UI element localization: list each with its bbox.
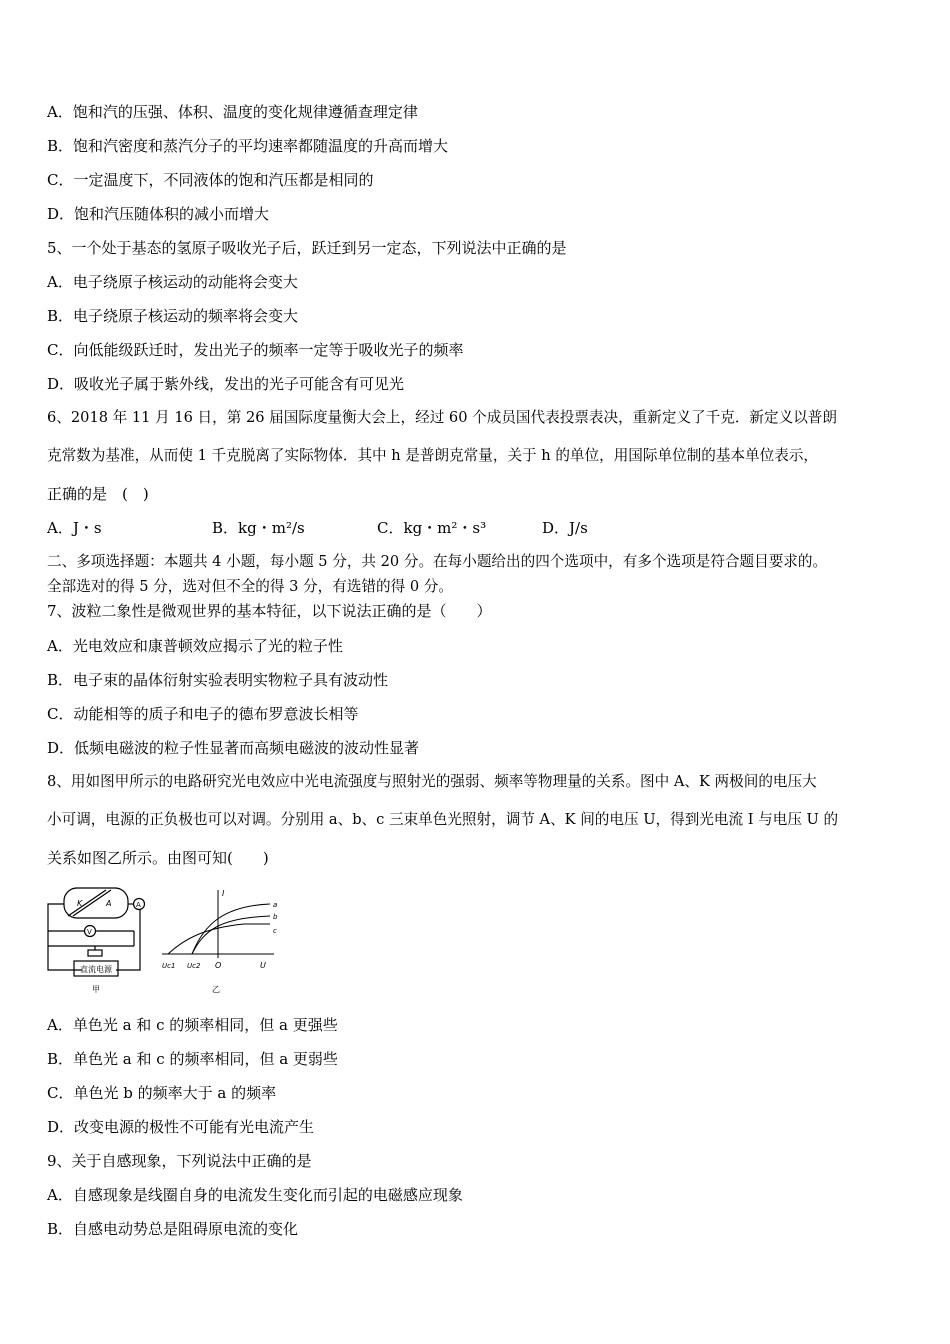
- voltmeter-label: V: [87, 928, 92, 936]
- q8-option-d: D．改变电源的极性不可能有光电流产生: [47, 1118, 315, 1136]
- q8-option-b: B．单色光 a 和 c 的频率相同，但 a 更弱些: [47, 1050, 338, 1068]
- curve-b: [192, 916, 270, 954]
- q6-stem-line3: 正确的是 ( ): [47, 485, 149, 503]
- iu-graph: [162, 890, 274, 958]
- caption-left: 甲: [92, 985, 100, 994]
- q9-option-a: A．自感现象是线圈自身的电流发生变化而引起的电磁感应现象: [47, 1186, 463, 1204]
- curve-c-label: c: [273, 927, 277, 935]
- phototube: [64, 888, 128, 918]
- q5-option-c: C．向低能级跃迁时，发出光子的频率一定等于吸收光子的频率: [47, 341, 464, 359]
- label-anode: A: [106, 899, 112, 908]
- wire-right: [116, 910, 140, 970]
- q5-option-b: B．电子绕原子核运动的频率将会变大: [47, 307, 299, 325]
- power-supply-label: 直流电源: [80, 965, 112, 974]
- q6-stem-line2: 克常数为基准，从而使 1 千克脱离了实际物体．其中 h 是普朗克常量，关于 h 的单位，用国际单位制的基本单位表示，: [47, 447, 819, 464]
- section-2-line2: 全部选对的得 5 分，选对但不全的得 3 分，有选错的得 0 分。: [47, 578, 453, 595]
- curve-a: [192, 904, 270, 954]
- q6-option-d: D．J/s: [542, 519, 588, 537]
- q4-option-b: B．饱和汽密度和蒸汽分子的平均速率都随温度的升高而增大: [47, 137, 449, 155]
- q8-option-c: C．单色光 b 的频率大于 a 的频率: [47, 1084, 277, 1102]
- q8-stem-line1: 8、用如图甲所示的电路研究光电效应中光电流强度与照射光的强弱、频率等物理量的关系。图中 A、K 两极间的电压大: [47, 773, 817, 790]
- q8-stem-line3: 关系如图乙所示。由图可知( ): [47, 849, 269, 867]
- q5-stem: 5、一个处于基态的氢原子吸收光子后，跃迁到另一定态，下列说法中正确的是: [47, 239, 567, 257]
- curve-a-label: a: [273, 901, 278, 909]
- q9-option-b: B．自感电动势总是阻碍原电流的变化: [47, 1220, 299, 1238]
- q8-figure: [44, 884, 280, 996]
- q4-option-c: C．一定温度下，不同液体的饱和汽压都是相同的: [47, 171, 374, 189]
- axis-i-label: I: [222, 889, 225, 898]
- q9-stem: 9、关于自感现象，下列说法中正确的是: [47, 1152, 312, 1170]
- circuit-diagram: [48, 888, 145, 976]
- section-2-line1: 二、多项选择题：本题共 4 小题，每小题 5 分，共 20 分。在每小题给出的四个选项中，有多个选项是符合题目要求的。: [47, 553, 828, 570]
- uc1-label: Uc1: [162, 962, 176, 970]
- q4-option-a: A．饱和汽的压强、体积、温度的变化规律遵循查理定律: [47, 103, 418, 121]
- q6-option-a: A．J・s: [47, 519, 102, 537]
- rheostat-icon: [88, 950, 102, 956]
- origin-label: O: [215, 961, 222, 970]
- q7-option-c: C．动能相等的质子和电子的德布罗意波长相等: [47, 705, 359, 723]
- axis-u-label: U: [260, 961, 266, 970]
- caption-right: 乙: [212, 985, 220, 994]
- q7-option-d: D．低频电磁波的粒子性显著而高频电磁波的波动性显著: [47, 739, 420, 757]
- q8-figure-svg: [44, 884, 280, 996]
- q7-option-a: A．光电效应和康普顿效应揭示了光的粒子性: [47, 637, 343, 655]
- uc2-label: Uc2: [187, 962, 201, 970]
- q8-stem-line2: 小可调，电源的正负极也可以对调。分别用 a、b、c 三束单色光照射，调节 A、K 间的电压 U，得到光电流 I 与电压 U 的: [47, 811, 839, 828]
- ammeter-label: A: [136, 901, 141, 909]
- q8-option-a: A．单色光 a 和 c 的频率相同，但 a 更强些: [47, 1016, 338, 1034]
- q5-option-d: D．吸收光子属于紫外线，发出的光子可能含有可见光: [47, 375, 405, 393]
- curve-c: [168, 924, 270, 954]
- q6-option-c: C．kg・m²・s³: [377, 519, 487, 537]
- curve-b-label: b: [273, 913, 278, 921]
- q5-option-a: A．电子绕原子核运动的动能将会变大: [47, 273, 298, 291]
- q6-option-b: B．kg・m²/s: [212, 519, 305, 537]
- q7-option-b: B．电子束的晶体衍射实验表明实物粒子具有波动性: [47, 671, 389, 689]
- light-beam: [68, 890, 106, 916]
- q7-stem: 7、波粒二象性是微观世界的基本特征，以下说法正确的是（ ）: [47, 602, 492, 620]
- label-k: K: [77, 899, 83, 908]
- q4-option-d: D．饱和汽压随体积的减小而增大: [47, 205, 270, 223]
- q6-stem-line1: 6、2018 年 11 月 16 日，第 26 届国际度量衡大会上，经过 60 个成员国代表投票表决，重新定义了千克．新定义以普朗: [47, 409, 837, 426]
